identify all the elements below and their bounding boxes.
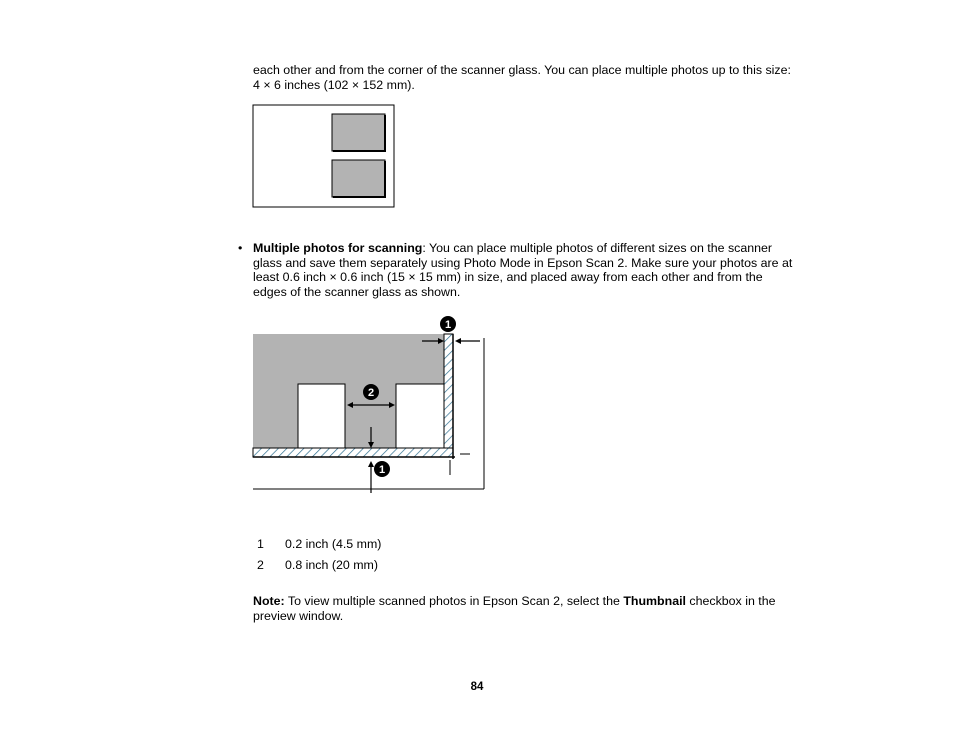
note-line-1 [253, 594, 776, 609]
photo-top [332, 114, 385, 151]
note-paragraph [253, 594, 776, 623]
bottom-margin-hatch [253, 448, 453, 457]
page-number: 84 [470, 681, 484, 693]
callout-1-top [440, 316, 456, 332]
intro-line-1: each other and from the corner of the scanner glass. You can place multiple photos up to this size: [253, 63, 791, 77]
bullet-paragraph [253, 241, 792, 299]
legend-text-2: 0.8 inch (20 mm) [285, 558, 378, 572]
note-bold-word: Thumbnail [623, 594, 686, 608]
intro-line-2: 4 × 6 inches (102 × 152 mm). [253, 77, 415, 92]
bullet-item [238, 241, 242, 256]
photo-bottom [332, 160, 385, 197]
photo-left [298, 384, 345, 448]
bullet-line-4: edges of the scanner glass as shown. [253, 284, 461, 299]
bullet-line-1-rest: : You can place multiple photos of different sizes on the scanner [422, 241, 773, 255]
bullet-line-1 [253, 241, 792, 256]
legend-num-2: 2 [257, 558, 264, 572]
note-text-a: To view multiple scanned photos in Epson Scan 2, select the [284, 594, 624, 608]
legend-row-1 [257, 537, 382, 551]
svg-text:2: 2 [367, 387, 375, 399]
two-photos-figure [252, 104, 396, 210]
svg-text:1: 1 [378, 464, 386, 476]
photo-right [396, 384, 444, 448]
bullet-marker: • [238, 241, 243, 255]
legend-text-1: 0.2 inch (4.5 mm) [285, 537, 382, 551]
note-label: Note: [253, 594, 285, 608]
callout-1-bottom [374, 461, 390, 477]
spacing-diagram [252, 313, 488, 493]
note-text-b: checkbox in the [685, 594, 776, 608]
bullet-bold-label: Multiple photos for scanning [253, 241, 423, 255]
legend-row-2 [257, 558, 378, 572]
bullet-line-3: least 0.6 inch × 0.6 inch (15 × 15 mm) in size, and placed away from each other and from the [253, 270, 763, 285]
svg-text:1: 1 [444, 319, 452, 331]
right-margin-hatch [444, 334, 453, 456]
note-line-2: preview window. [253, 608, 344, 623]
legend-num-1: 1 [257, 537, 264, 551]
bullet-line-2: glass and save them separately using Photo Mode in Epson Scan 2. Make sure your photos are at [253, 255, 793, 270]
callout-2 [363, 384, 379, 400]
intro-paragraph [253, 63, 791, 92]
